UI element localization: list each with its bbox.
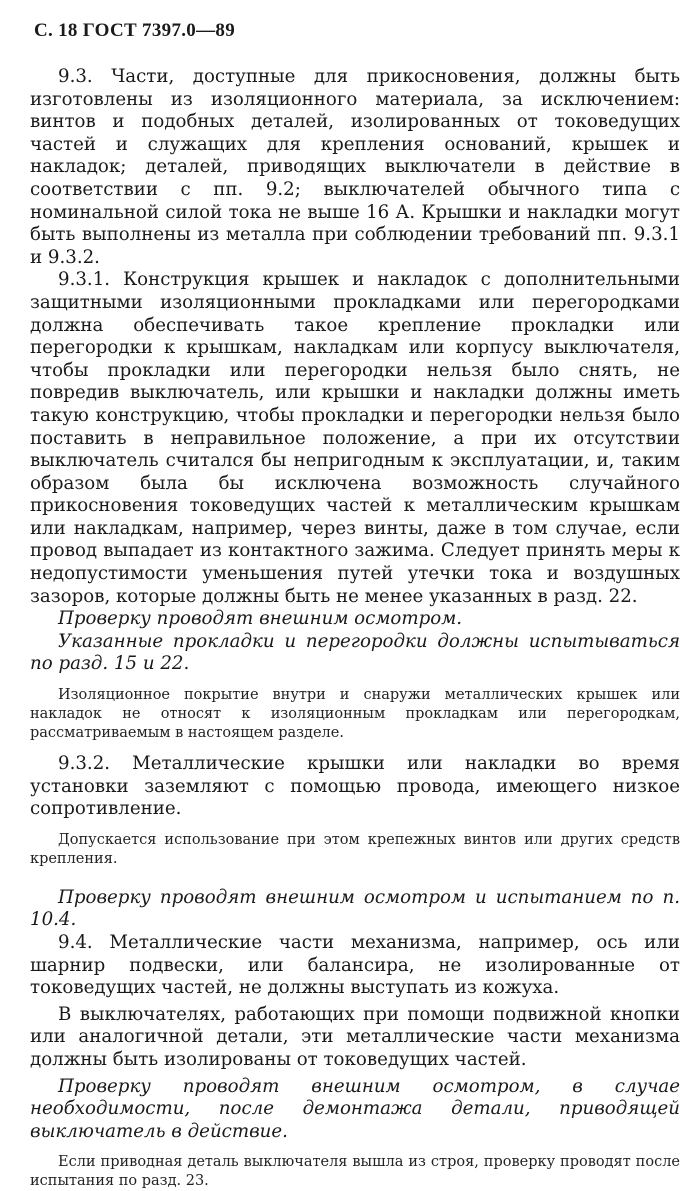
footnote-3: Если приводная деталь выключателя вышла из строя, проверку проводят после испытания по разд. 23. — [30, 1154, 680, 1190]
page-header: С. 18 ГОСТ 7397.0—89 — [34, 20, 235, 41]
clause-9-3-1: 9.3.1. Конструкция крышек и накладок с дополнительными защитными изоляционными прокладками или перегородками должна обеспечивать такое крепление прокладки или перегородки к крышкам, накладкам или корпусу выключателя, чтобы прокладки или перегородки нельзя было снять, не повредив выключатель, или крышки и накладки должны иметь такую конструкцию, чтобы прокладки и перегородки нельзя было поставить в неправильное положение, а при их отсутствии выключатель считался бы непригодным к эксплуатации, и, таким образом была бы исключена возможность случайного прикосновения токоведущих частей к металлическим крышкам или накладкам, например, через винты, даже в том случае, если провод выпадает из контактного зажима. Следует принять меры к недопустимости уменьшения путей утечки тока и воздушных зазоров, которые должны быть не менее указанных в разд. 22. — [30, 269, 680, 607]
check-note-1: Проверку проводят внешним осмотром. — [58, 608, 463, 630]
footnote-2: Допускается использование при этом крепежных винтов или других средств крепления. — [30, 831, 680, 867]
clause-9-4: 9.4. Металлические части механизма, например, ось или шарнир подвески, или балансира, не изолированные от токоведущих частей, не должны выступать из кожуха. — [30, 932, 680, 999]
check-note-3: Проверку проводят внешним осмотром и испытанием по п. 10.4. — [30, 886, 680, 931]
document-body — [30, 66, 680, 1191]
clause-9-3: 9.3. Части, доступные для прикосновения, должны быть изготовлены из изоляционного материала, за исключением: винтов и подобных деталей, изолированных от токоведущих частей и служащих для крепления оснований, крышек и накладок; деталей, приводящих выключатели в действие в соответствии с пп. 9.2; выключателей обычного типа с номинальной силой тока не выше 16 А. Крышки и накладки могут быть выполнены из металла при соблюдении требований пп. 9.3.1 и 9.3.2. — [30, 66, 680, 268]
check-note-2: Указанные прокладки и перегородки должны испытываться по разд. 15 и 22. — [30, 630, 680, 675]
clause-9-4-continued: В выключателях, работающих при помощи подвижной кнопки или аналогичной детали, эти металлические части механизма должны быть изолированы от токоведущих частей. — [30, 1003, 680, 1070]
clause-9-3-2: 9.3.2. Металлические крышки или накладки во время установки заземляют с помощью провода, имеющего низкое сопротивление. — [30, 753, 680, 820]
footnote-1: Изоляционное покрытие внутри и снаружи металлических крышек или накладок не относят к изоляционным прокладкам или перегородкам, рассматриваемым в настоящем разделе. — [30, 687, 680, 742]
check-note-4: Проверку проводят внешним осмотром, в случае необходимости, после демонтажа детали, приводящей выключатель в действие. — [30, 1075, 680, 1142]
